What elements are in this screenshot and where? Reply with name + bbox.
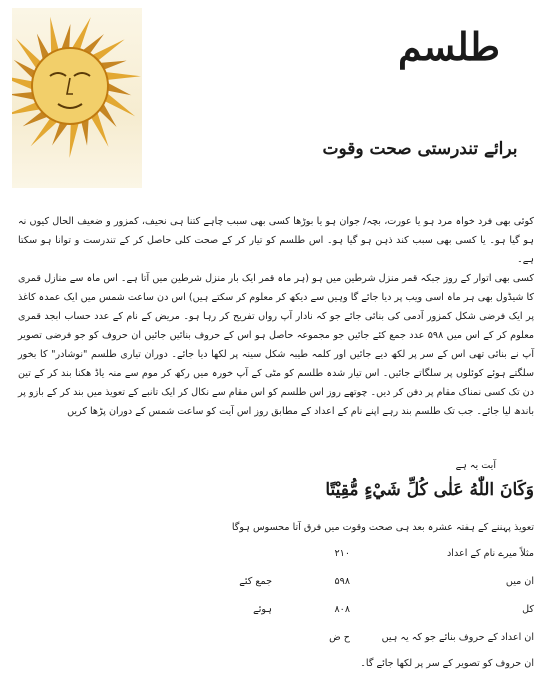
paragraph-procedure: کسی بھی اتوار کے روز جبکہ قمر منزل شرطین میں ہو (ہر ماہ قمر ایک بار منزل شرطین میں آتا ہے۔ اس ماہ سے منازل قمری کا شیڈول بھی ہر ماہ اسی ویب پر دیا جائے گا وہیں سے دیکھ کر معلوم کر سکتے ہیں) اس دن ساعت شمس میں ایک عمدہ کاغذ پر ایک فرضی شکل کمزور آدمی کی بنائی جائے جو کہ نادار آپ رواں تفریح کر رہا ہو۔ مریض کے نام کے عدد حساب ابجد قمری معلوم کر کے اس میں ۵۹۸ عدد جمع کئے جائیں جو مجموعہ حاصل ہو اس کے حروف بنائیں جائیں ان حروف کو جو فرضی تصویر آپ نے بنائی تھی اس کے سر پر لکھ دیے جائیں اور کلمہ طیبہ شکل سینہ پر لکھا دیا جائے۔ دوران تیاری طلسم "نوشادر" کا بخور سلگتے ہوئے کوئلوں پر سلگاتے جائیں۔ اس تیار شدہ طلسم کو مٹی کے آپ خورہ میں رکھ کر موم سے منہ یاڈ ھکنا بند کر کے تین دن تک کسی نمناک مقام پر دفن کر دیں۔ چوتھے روز اس طلسم کو اس مقام سے نکال کر ایک تانبے کے تعویذ میں بند کر کے بازو پر باندھ لیا جائے۔ جب تک طلسم بند رہے اپنے نام کے اعداد کے مطابق روز اس آیت کو ساعت شمس کے دوران پڑھا کریں	[18, 273, 534, 417]
page-title: طلسم	[397, 24, 500, 69]
quran-verse: وَكَانَ اللّٰهُ عَلٰى كُلِّ شَيْءٍ مُّقِيْتًا	[325, 480, 534, 500]
sun-face-disc	[32, 48, 108, 124]
row-value: ۵۹۸	[334, 576, 350, 587]
table-row	[0, 604, 550, 624]
row-label: ان اعداد کے حروف بنائے جو کہ یہ ہیں	[381, 632, 534, 643]
table-row	[0, 548, 550, 568]
row-label: کل	[522, 604, 534, 615]
page-subtitle: برائے تندرستی صحت وقوت	[322, 139, 518, 159]
table-row	[0, 658, 550, 678]
table-row	[0, 632, 550, 652]
row-note: جمع کئے	[239, 576, 272, 587]
row-label: ان حروف کو تصویر کے سر پر لکھا جائے گا۔	[360, 658, 534, 669]
row-value: ۲۱۰	[334, 548, 350, 559]
after-verse-text: تعویذ پہننے کے ہفتہ عشرہ بعد ہی صحت وقوت میں فرق آتا محسوس ہوگا	[231, 522, 534, 533]
verse-intro: آیت یہ ہے	[455, 460, 496, 471]
sun-ray	[106, 82, 132, 96]
table-row	[0, 576, 550, 596]
sun-face-illustration	[12, 8, 142, 188]
row-value: ح ض	[329, 632, 350, 643]
sun-ray	[12, 75, 34, 90]
article-body	[18, 212, 534, 421]
row-value: ۸۰۸	[334, 604, 350, 615]
row-label: مثلاً میرے نام کے اعداد	[447, 548, 534, 559]
sun-ray	[69, 121, 79, 158]
row-label: ان میں	[505, 576, 534, 587]
sun-ray	[71, 17, 91, 51]
paragraph-intro: کوئی بھی فرد خواہ مرد ہو یا عورت، بچہ/ جوان ہو یا بوڑھا کسی بھی سبب چاہے کتنا ہی نحیف، کمزور و ضعیف الحال کیوں نہ ہو گیا ہو۔ یا کسی بھی سبب کند ذہن ہو گیا ہو۔ اس طلسم کو تیار کر کے صحت کلی حاصل کر کے تندرست و توانا ہو سکتا ہے۔	[18, 216, 534, 265]
row-note: ہوئے	[253, 604, 272, 615]
sun-ray	[103, 72, 141, 80]
sun-face-icon	[12, 8, 142, 188]
